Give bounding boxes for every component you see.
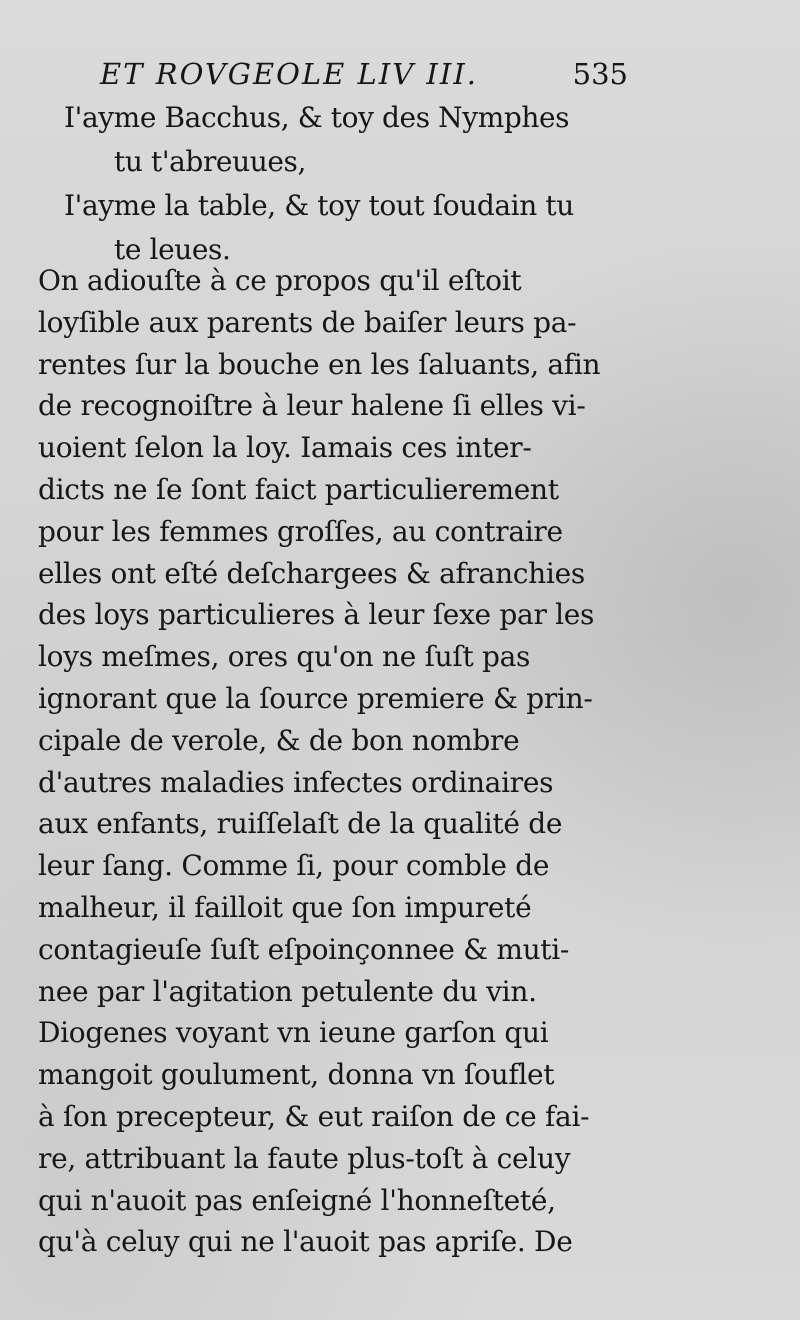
text-line: des loys particulieres à leur ſexe par les [38, 598, 595, 632]
running-title: ET ROVGEOLE LIV III. [100, 57, 478, 91]
verse-line: te leues. [114, 233, 231, 266]
text-line: qui n'auoit pas enſeigné l'honneſteté, [38, 1183, 556, 1217]
text-line: Diogenes voyant vn ieune garſon qui [38, 1016, 549, 1050]
verse-line: I'ayme Bacchus, & toy des Nymphes [64, 101, 570, 134]
text-line: malheur, il failloit que ſon impureté [38, 890, 532, 924]
text-line: nee par l'agitation petulente du vin. [38, 974, 537, 1008]
text-line: rentes ſur la bouche en les ſaluants, afin [38, 347, 601, 381]
text-line: qu'à celuy qui ne l'auoit pas apriſe. De [38, 1225, 573, 1259]
text-line: leur ſang. Comme ſi, pour comble de [38, 849, 550, 883]
text-line: d'autres maladies infectes ordinaires [38, 765, 554, 799]
text-line: re, attribuant la faute plus-toſt à celuy [38, 1141, 571, 1175]
text-line: ignorant que la ſource premiere & prin- [38, 681, 593, 715]
verse-line: I'ayme la table, & toy tout ſoudain tu [64, 189, 574, 222]
text-line: pour les femmes groſſes, au contraire [38, 514, 563, 548]
prose-paragraph [38, 260, 638, 1263]
text-line: elles ont eſté deſchargees & afranchies [38, 556, 585, 590]
text-line: loys meſmes, ores qu'on ne ſuſt pas [38, 640, 531, 674]
text-line: aux enfants, ruiſſelaſt de la qualité de [38, 807, 563, 841]
running-head [100, 54, 628, 94]
text-line: On adiouſte à ce propos qu'il eſtoit [38, 264, 522, 297]
text-line: uoient ſelon la loy. Iamais ces inter- [38, 431, 532, 465]
text-line: mangoit goulument, donna vn ſouflet [38, 1058, 555, 1092]
page-number: 535 [572, 57, 628, 91]
verse-block [64, 96, 634, 272]
verse-line: tu t'abreuues, [114, 145, 307, 178]
text-line: de recognoiſtre à leur halene ſi elles vi- [38, 389, 586, 423]
text-line: dicts ne ſe ſont faict particulierement [38, 472, 559, 506]
text-line: loyſible aux parents de baiſer leurs pa- [38, 305, 577, 339]
text-line: contagieuſe ſuſt eſpoinçonnee & muti- [38, 932, 570, 966]
text-line: cipale de verole, & de bon nombre [38, 723, 520, 757]
text-line: à ſon precepteur, & eut raiſon de ce fai- [38, 1099, 590, 1133]
